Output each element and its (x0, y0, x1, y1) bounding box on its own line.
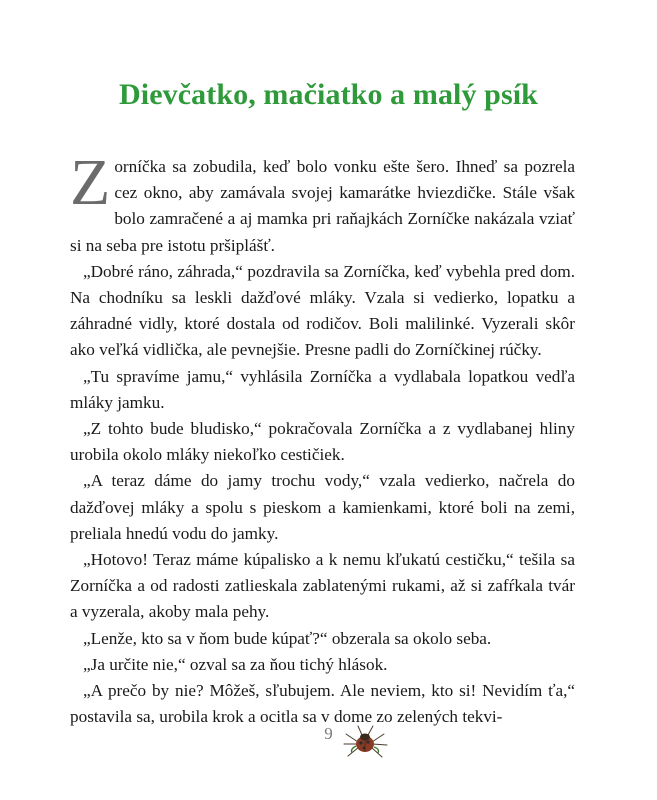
page-number: 9 (324, 724, 333, 743)
paragraph-7: „Lenže, kto sa v ňom bude kúpať?“ obzerala sa okolo seba. (83, 628, 492, 648)
paragraph-1 (70, 146, 575, 259)
chapter-title: Dievčatko, mačiatko a malý psík (119, 78, 538, 111)
story-text (70, 146, 575, 730)
ladybug-icon (340, 722, 390, 762)
paragraph-8: „Ja určite nie,“ ozval sa za ňou tichý hlások. (83, 654, 388, 674)
paragraph-1-text: orníčka sa zobudila, keď bolo vonku ešte šero. Ihneď sa pozrela cez okno, aby zamávala svojej kamarátke hviezdičke. Stále však bolo zamračené a aj mamka pri raňajkách Zorníčke nakázala vziať si na seba pre istotu pršiplášť. (70, 157, 575, 255)
drop-cap: Z (70, 146, 111, 219)
paragraph-3: „Tu spravíme jamu,“ vyhlásila Zorníčka a vydlabala lopatkou vedľa mláky jamku. (70, 366, 575, 412)
paragraph-6: „Hotovo! Teraz máme kúpalisko a k nemu kľukatú cestičku,“ tešila sa Zorníčka a od radosti zatlieskala zablatenými rukami, až si zafŕkala tvár a vyzerala, akoby mala pehy. (70, 550, 575, 622)
paragraph-4: „Z tohto bude bludisko,“ pokračovala Zorníčka a z vydlabanej hliny urobila okolo mláky niekoľko cestičiek. (70, 419, 575, 465)
paragraph-2: „Dobré ráno, záhrada,“ pozdravila sa Zorníčka, keď vybehla pred dom. Na chodníku sa leskli dažďové mláky. Vzala si vedierko, lopatku a záhradné vidly, ktoré dostala od rodičov. Boli malilinké. Vyzerali skôr ako veľká vidlička, ale pevnejšie. Presne padli do Zorníčkinej rúčky. (70, 261, 575, 360)
paragraph-5: „A teraz dáme do jamy trochu vody,“ vzala vedierko, načrela do dažďovej mláky a spolu s pieskom a kamienkami, ktoré boli na zemi, preliala hnedú vodu do jamky. (70, 471, 575, 543)
paragraph-9: „A prečo by nie? Môžeš, sľubujem. Ale neviem, kto si! Nevidím ťa,“ postavila sa, urobila krok a ocitla sa v dome zo zelených tekvi- (70, 681, 575, 727)
